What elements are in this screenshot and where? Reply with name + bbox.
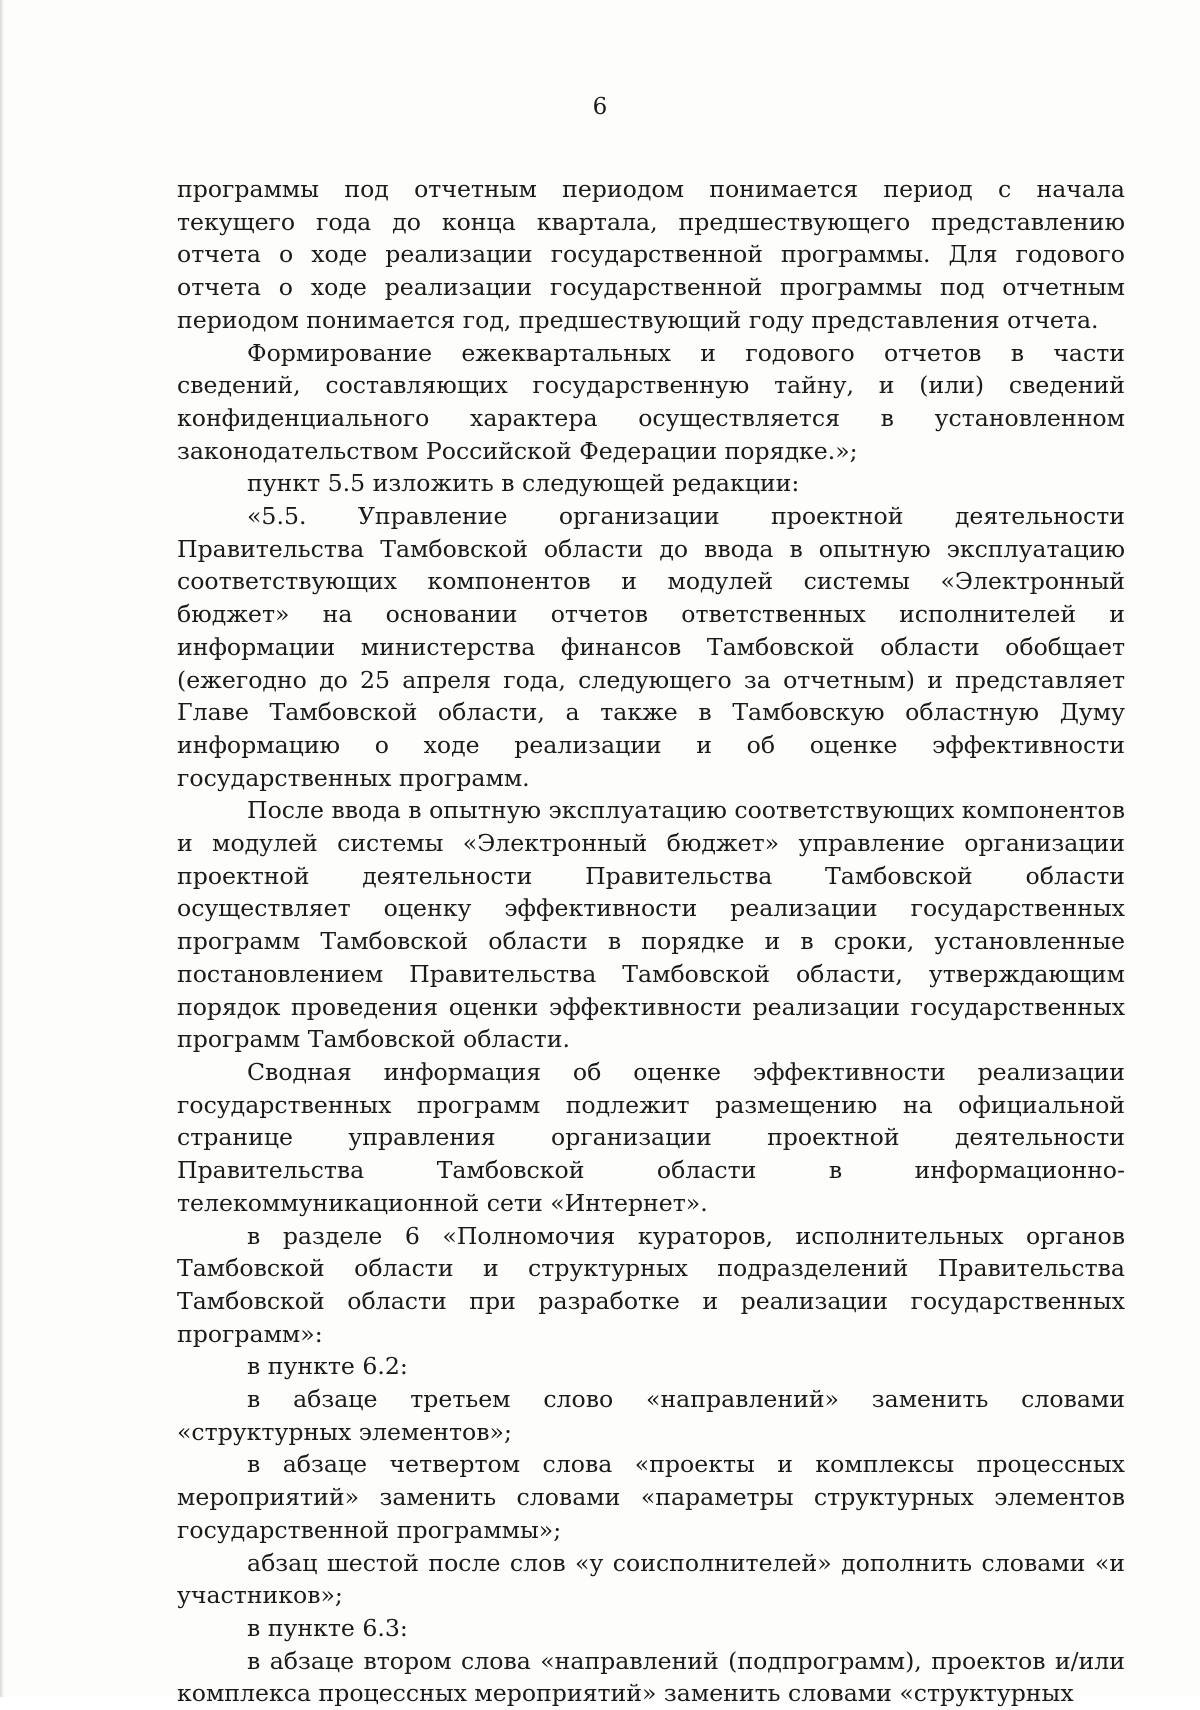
paragraph-9: в абзаце третьем слово «направлений» заменить словами «структурных элементов»; — [177, 1385, 1125, 1446]
paragraph-1: программы под отчетным периодом понимается период с начала текущего года до конца квартала, предшествующего представлению отчета о ходе реализации государственной программы. Для годового отчета о ходе реализации государственной программы под отчетным периодом понимается год, предшествующий году представления отчета. — [177, 175, 1125, 334]
paragraph-10: в абзаце четвертом слова «проекты и комплексы процессных мероприятий» заменить словами «параметры структурных элементов государственной программы»; — [177, 1450, 1125, 1544]
paragraph-6: Сводная информация об оценке эффективности реализации государственных программ подлежит размещению на официальной странице управления организации проектной деятельности Правительства Тамбовской области в информационно-телекоммуникационной сети «Интернет». — [177, 1057, 1125, 1217]
paragraph-13: в абзаце втором слова «направлений (подпрограмм), проектов и/или комплекса процессных мероприятий» заменить словами «структурных — [177, 1646, 1125, 1708]
paragraph-7: в разделе 6 «Полномочия кураторов, исполнительных органов Тамбовской области и структурных подразделений Правительства Тамбовской области при разработке и реализации государственных программ»: — [177, 1221, 1125, 1348]
paragraph-3: пункт 5.5 изложить в следующей редакции: — [247, 469, 800, 498]
scan-edge — [0, 0, 4, 1697]
document-body — [177, 173, 1125, 1710]
paragraph-8: в пункте 6.2: — [247, 1352, 408, 1381]
paragraph-2: Формирование ежеквартальных и годового отчетов в части сведений, составляющих государственную тайну, и (или) сведений конфиденциального характера осуществляется в установленном законодательством Российской Федерации порядке.»; — [177, 338, 1125, 465]
page-number: 6 — [592, 94, 608, 120]
paragraph-12: в пункте 6.3: — [247, 1613, 408, 1642]
paragraph-11: абзац шестой после слов «у соисполнителей» дополнить словами «и участников»; — [177, 1548, 1125, 1610]
paragraph-5: После ввода в опытную эксплуатацию соответствующих компонентов и модулей системы «Электронный бюджет» управление организации проектной деятельности Правительства Тамбовской области осуществляет оценку эффективности реализации государственных программ Тамбовской области в порядке и в сроки, установленные постановлением Правительства Тамбовской области, утверждающим порядок проведения оценки эффективности реализации государственных программ Тамбовской области. — [177, 796, 1125, 1054]
paragraph-4: «5.5. Управление организации проектной деятельности Правительства Тамбовской области до ввода в опытную эксплуатацию соответствующих компонентов и модулей системы «Электронный бюджет» на основании отчетов ответственных исполнителей и информации министерства финансов Тамбовской области обобщает (ежегодно до 25 апреля года, следующего за отчетным) и представляет Главе Тамбовской области, а также в Тамбовскую областную Думу информацию о ходе реализации и об оценке эффективности государственных программ. — [177, 502, 1125, 792]
